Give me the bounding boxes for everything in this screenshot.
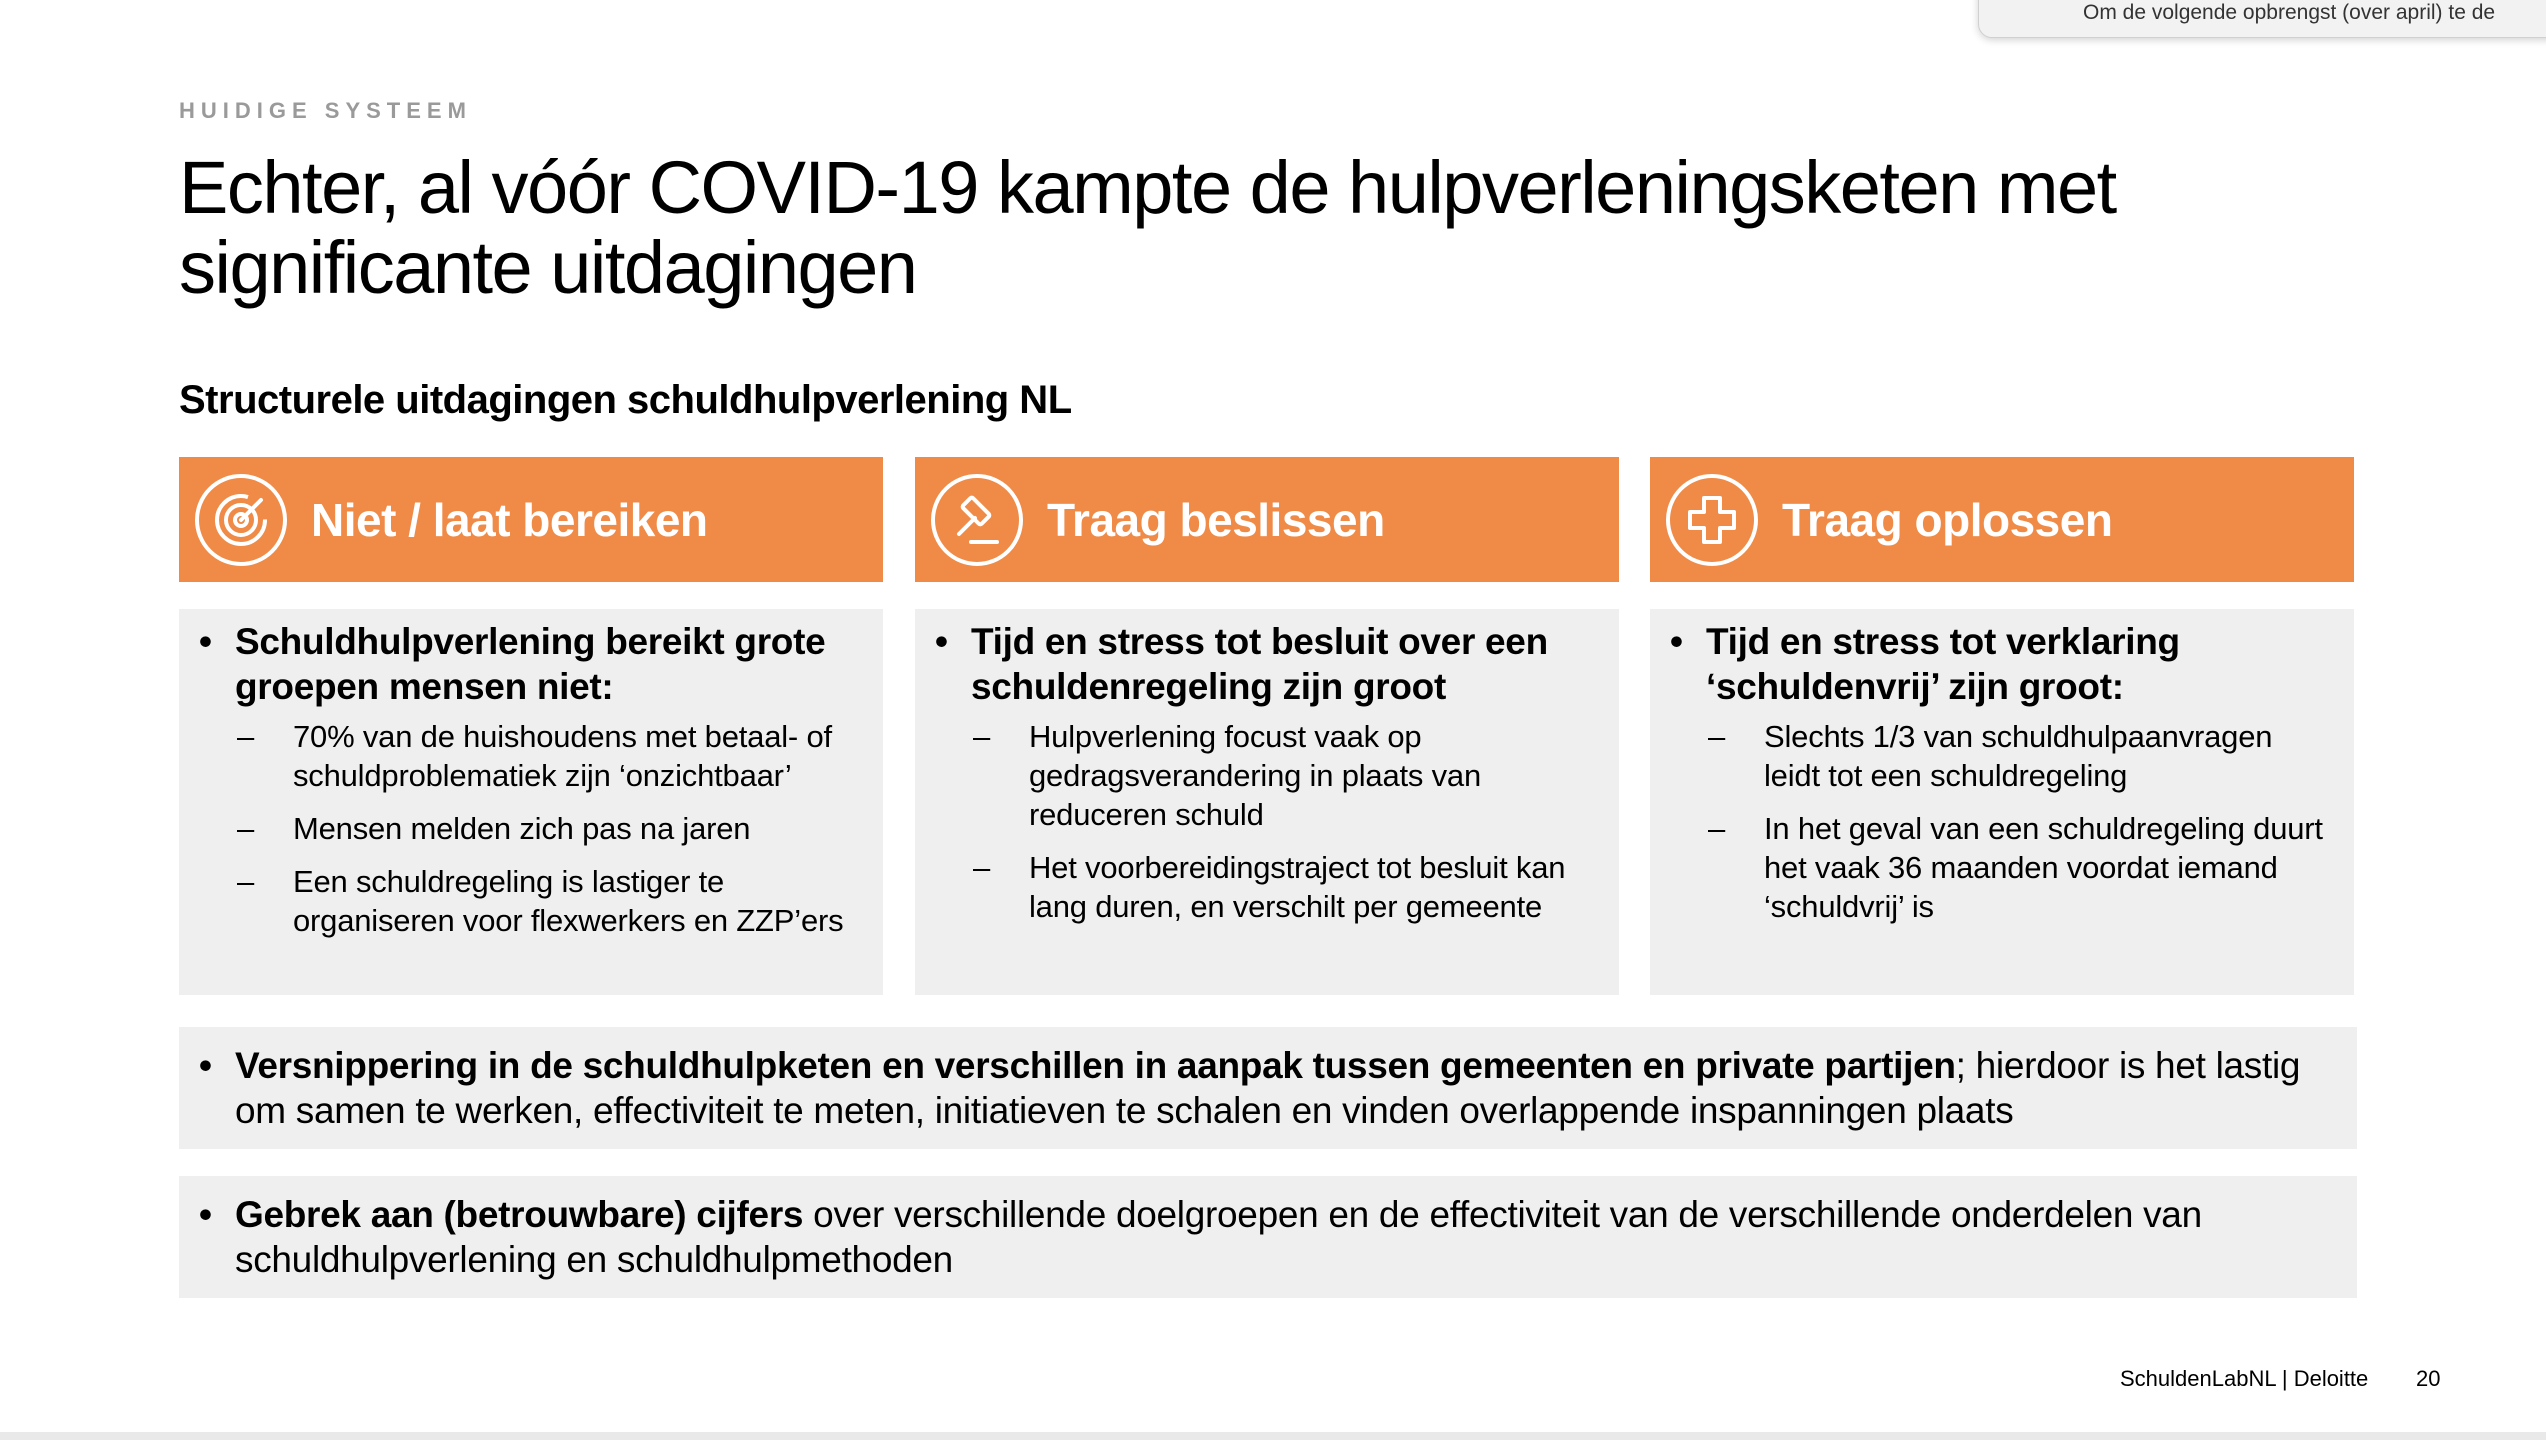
- column-sub-list: [935, 717, 1589, 926]
- list-item: – Hulpverlening focust vaak op gedragsverandering in plaats van reduceren schuld: [935, 717, 1589, 834]
- data-lack-rest: over verschillende doelgroepen en de effectiviteit van de verschillende onderdelen van schuldhulpverlening en schuldhulpmethoden: [235, 1194, 2202, 1280]
- column-body-reach: [179, 609, 883, 995]
- data-lack-bold: Gebrek aan (betrouwbare) cijfers: [235, 1194, 804, 1235]
- fragmentation-box: [179, 1027, 2357, 1149]
- list-item: – Een schuldregeling is lastiger te organiseren voor flexwerkers en ZZP’ers: [199, 862, 853, 940]
- data-lack-box: [179, 1176, 2357, 1298]
- fragmentation-rest: ; hierdoor is het lastig om samen te werken, effectiviteit te meten, initiatieven te schalen en vinden overlappende inspanningen plaats: [235, 1045, 2301, 1131]
- column-sub-list: [199, 717, 853, 940]
- list-item: – In het geval van een schuldregeling duurt het vaak 36 maanden voordat iemand ‘schuldvrij’ is: [1670, 809, 2324, 926]
- slide-subtitle: Structurele uitdagingen schuldhulpverlening NL: [179, 378, 1072, 422]
- notification-text: Om de volgende opbrengst (over april) te de: [2083, 1, 2496, 24]
- footer-source: SchuldenLabNL | Deloitte: [2120, 1366, 2369, 1391]
- list-item: – 70% van de huishoudens met betaal- of schuldproblematiek zijn ‘onzichtbaar’: [199, 717, 853, 795]
- column-title: Niet / laat bereiken: [311, 493, 708, 546]
- column-main-bullet: • Tijd en stress tot besluit over een schuldenregeling zijn groot: [935, 619, 1589, 709]
- section-eyebrow: HUIDIGE SYSTEEM: [179, 98, 472, 123]
- column-header-decide: [915, 457, 1619, 582]
- column-body-decide: [915, 609, 1619, 995]
- medical-cross-icon: [1666, 474, 1758, 566]
- column-main-bullet: • Tijd en stress tot verklaring ‘schuldenvrij’ zijn groot:: [1670, 619, 2324, 709]
- column-title: Traag oplossen: [1782, 493, 2113, 546]
- column-header-solve: [1650, 457, 2354, 582]
- data-lack-text: [199, 1192, 2333, 1282]
- gavel-icon: [931, 474, 1023, 566]
- column-sub-list: [1670, 717, 2324, 926]
- fragmentation-text: [199, 1043, 2333, 1133]
- column-title: Traag beslissen: [1047, 493, 1385, 546]
- bottom-divider: [0, 1432, 2546, 1440]
- fragmentation-bold: Versnippering in de schuldhulpketen en verschillen in aanpak tussen gemeenten en private partijen: [235, 1045, 1956, 1086]
- list-item: – Mensen melden zich pas na jaren: [199, 809, 853, 848]
- column-body-solve: [1650, 609, 2354, 995]
- column-header-reach: [179, 457, 883, 582]
- list-item: – Slechts 1/3 van schuldhulpaanvragen leidt tot een schuldregeling: [1670, 717, 2324, 795]
- list-item: – Het voorbereidingstraject tot besluit kan lang duren, en verschilt per gemeente: [935, 848, 1589, 926]
- notification-banner[interactable]: [1978, 0, 2546, 38]
- page-number: 20: [2416, 1366, 2441, 1391]
- target-icon: [195, 474, 287, 566]
- slide-title: Echter, al vóór COVID-19 kampte de hulpverleningsketen met significante uitdagingen: [179, 146, 2116, 309]
- column-main-bullet: • Schuldhulpverlening bereikt grote groepen mensen niet:: [199, 619, 853, 709]
